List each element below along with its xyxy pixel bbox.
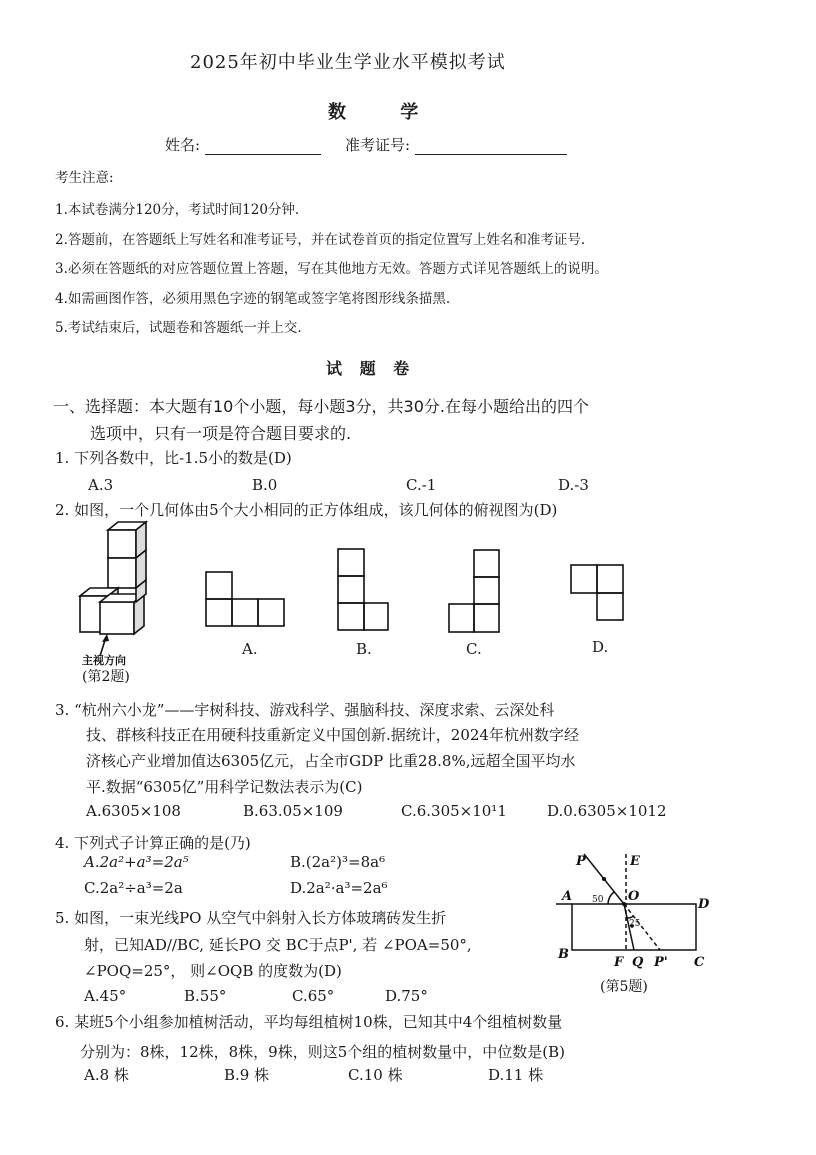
section-title: 试 题 卷 [326, 359, 416, 378]
q3-option-c: C.6.305×10¹1 [401, 802, 507, 820]
exam-title: 2025年初中毕业生学业水平模拟考试 [190, 52, 506, 73]
q2-option-c-figure [444, 546, 504, 634]
point-label: B [558, 947, 569, 962]
q4-option-a: A.2a²+a³=2a⁵ [84, 853, 189, 871]
cube-front [108, 530, 136, 558]
question-5-line: ∠POQ=25°， 则∠OQB 的度数为(D) [84, 962, 342, 980]
question-5-line: 5. 如图，一束光线PO 从空气中斜射入长方体玻璃砖发生折 [55, 909, 447, 927]
question-2-stem: 2. 如图，一个几何体由5个大小相同的正方体组成，该几何体的俯视图为(D) [55, 501, 558, 519]
point-label: P [576, 854, 586, 869]
angle-label: 50 [592, 895, 604, 905]
q1-option-a: A.3 [88, 476, 114, 494]
subject-title: 数 学 [328, 102, 443, 123]
notice-item: 3.必须在答题纸的对应答题位置上答题，写在其他地方无效。答题方式详见答题纸上的说明。 [55, 261, 608, 277]
angle-label: 25 [629, 919, 641, 929]
cube-front [100, 602, 134, 634]
point-label: F [614, 955, 624, 970]
question-6-line: 分别为：8株，12株，8株，9株，则这5个组的植树数量中，中位数是(B) [80, 1043, 565, 1061]
question-6-line: 6. 某班5个小组参加植树活动，平均每组植树10株，已知其中4个组植树数量 [55, 1013, 563, 1031]
q3-option-a: A.6305×108 [86, 802, 181, 820]
q5-option-c: C.65° [292, 987, 335, 1005]
question-3-line: 平.数据“6305亿”用科学记数法表示为(C) [86, 778, 363, 796]
q2-option-d-label: D. [592, 638, 609, 656]
notice-item: 5.考试结束后，试题卷和答题纸一并上交. [55, 320, 302, 336]
question-3-line: 济核心产业增加值达6305亿元，占全市GDP 比重28.8%,远超全国平均水 [86, 752, 576, 770]
q5-figure-label: (第5题) [600, 979, 648, 995]
q2-option-b-figure [332, 544, 392, 632]
notice-item: 4.如需画图作答，必须用黑色字迹的钢笔或签字笔将图形线条描黑. [55, 291, 451, 307]
q3-option-d: D.0.6305×1012 [547, 802, 667, 820]
name-label: 姓名: [165, 136, 201, 154]
q2-option-c-label: C. [466, 640, 482, 658]
cube-front [108, 558, 136, 588]
id-field-row [345, 134, 567, 155]
point-label: A [562, 889, 573, 904]
q5-figure [556, 848, 716, 1000]
question-5-line: 射，已知AD//BC, 延长PO 交 BC于点P', 若 ∠POA=50°, [84, 936, 472, 954]
q3-option-b: B.63.05×109 [243, 802, 343, 820]
point-label: Q [632, 955, 644, 970]
question-1-stem: 1. 下列各数中，比-1.5小的数是(D) [55, 449, 292, 467]
point-label: E [630, 854, 640, 869]
q2-view-direction-label: 主视方向 [82, 654, 126, 667]
notice-item: 2.答题前，在答题纸上写姓名和准考证号，并在试卷首页的指定位置写上姓名和准考证号. [55, 232, 586, 248]
q4-option-d: D.2a²·a³=2a⁶ [290, 879, 388, 897]
point-label: O [628, 889, 640, 904]
q4-option-b: B.(2a²)³=8a⁶ [290, 853, 386, 871]
question-3-line: 技、群核科技正在用硬科技重新定义中国创新.据统计，2024年杭州数字经 [86, 726, 579, 744]
q5-option-b: B.55° [184, 987, 227, 1005]
q6-option-d: D.11 株 [488, 1066, 544, 1084]
q5-option-a: A.45° [84, 987, 127, 1005]
q6-option-c: C.10 株 [348, 1066, 403, 1084]
part1-instruction: 一、选择题：本大题有10个小题，每小题3分，共30分.在每小题给出的四个 [53, 397, 589, 416]
q6-option-b: B.9 株 [224, 1066, 270, 1084]
q2-figure-label: (第2题) [82, 669, 130, 685]
part1-instruction-cont: 选项中，只有一项是符合题目要求的. [90, 424, 352, 443]
q6-option-a: A.8 株 [84, 1066, 129, 1084]
q2-option-d-figure [566, 560, 630, 624]
q1-option-b: B.0 [252, 476, 278, 494]
q2-option-b-label: B. [356, 640, 372, 658]
point-label: C [694, 955, 705, 970]
id-label: 准考证号: [345, 136, 411, 154]
point-label: D [698, 897, 710, 912]
q5-option-d: D.75° [385, 987, 428, 1005]
q2-option-a-figure [200, 566, 290, 630]
q2-option-a-label: A. [242, 640, 258, 658]
notice-heading: 考生注意: [55, 170, 114, 186]
name-field-row [165, 134, 321, 155]
q1-option-d: D.-3 [558, 476, 589, 494]
name-blank [205, 138, 321, 155]
point-label: P' [654, 955, 668, 970]
q4-option-c: C.2a²÷a³=2a [84, 879, 183, 897]
question-3-line: 3. “杭州六小龙”——宇树科技、游戏科学、强脑科技、深度求索、云深处科 [55, 701, 555, 719]
notice-item: 1.本试卷满分120分，考试时间120分钟. [55, 202, 300, 218]
question-4-stem: 4. 下列式子计算正确的是(乃) [55, 834, 251, 852]
q2-solid-figure [70, 518, 160, 688]
q1-option-c: C.-1 [406, 476, 437, 494]
id-blank [415, 138, 567, 155]
